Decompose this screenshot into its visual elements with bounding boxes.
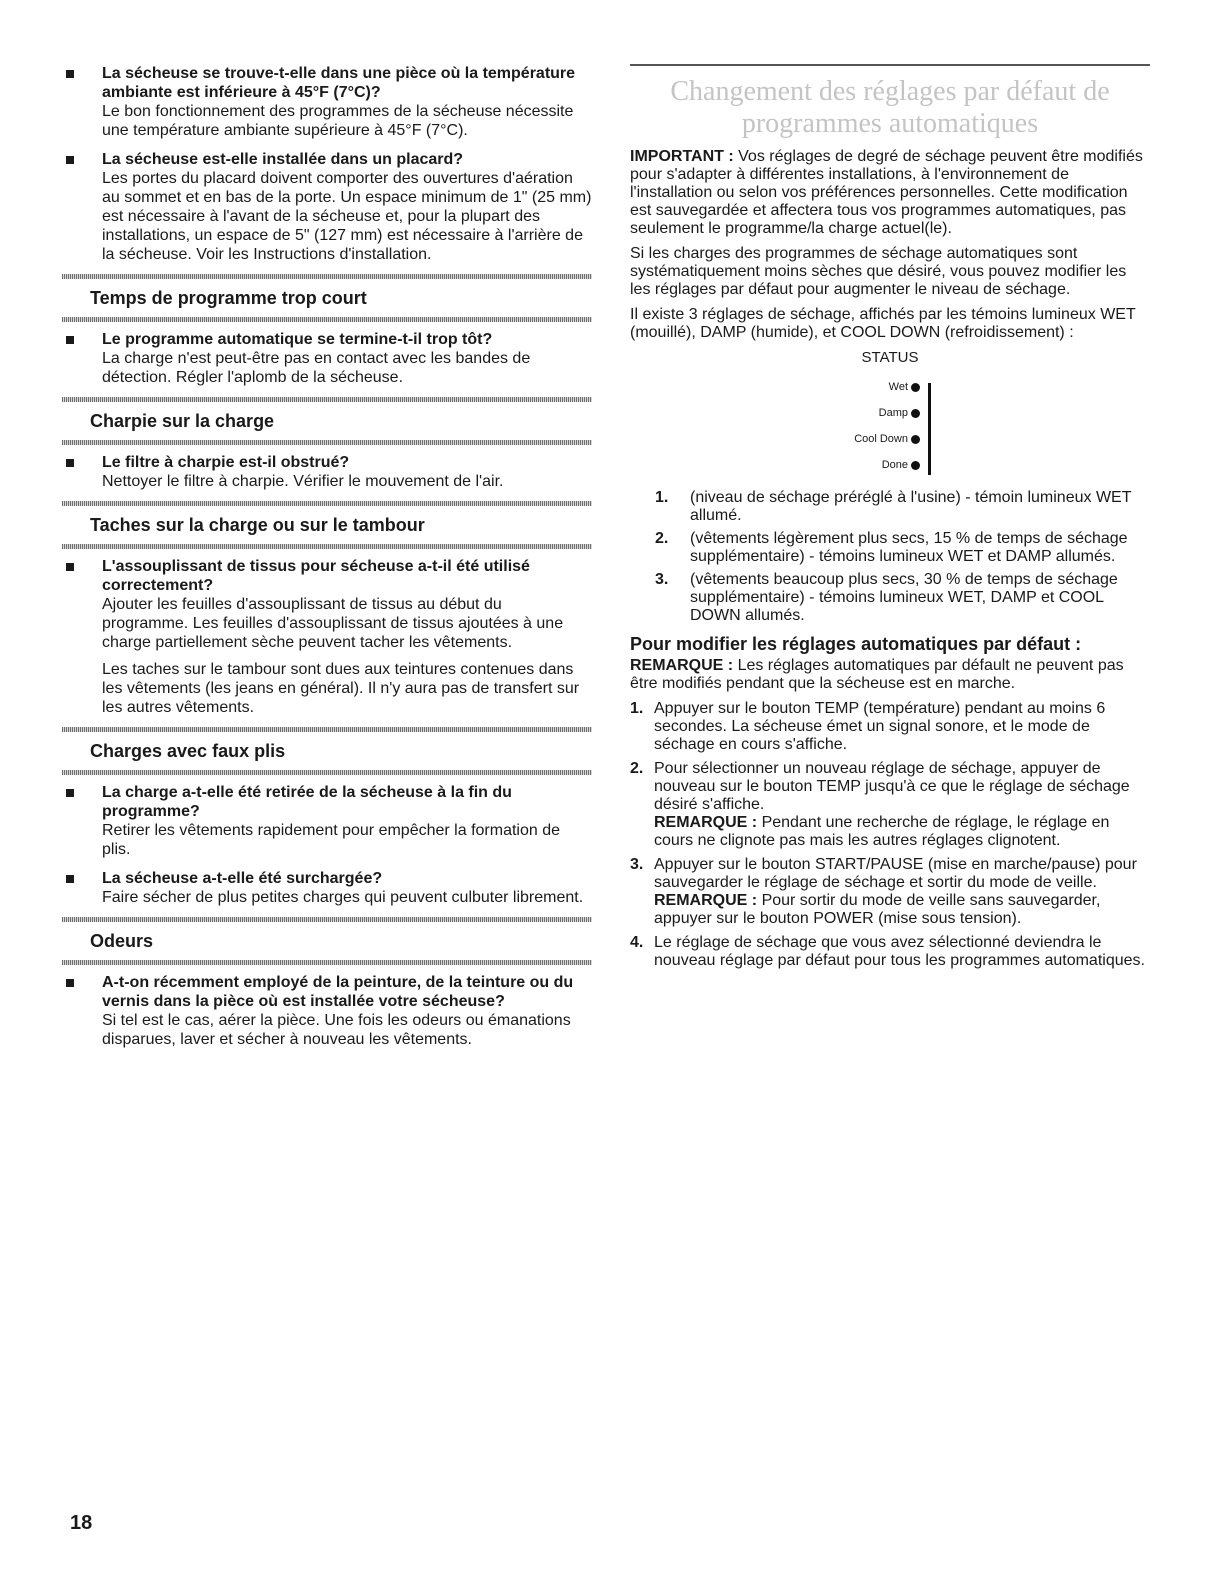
section-divider <box>62 544 592 549</box>
faq-question: La sécheuse a-t-elle été surchargée? <box>102 870 383 887</box>
led-wet <box>820 381 920 393</box>
faq-answer-extra: Les taches sur le tambour sont dues aux teintures contenues dans les vêtements (les jeans en général). Il n'y aura pas de transfert sur les autres vêtements. <box>102 661 580 716</box>
faq-item-temperature <box>62 64 592 140</box>
section-divider <box>62 317 592 322</box>
faq-question: Le filtre à charpie est-il obstrué? <box>102 454 350 471</box>
paragraph: Il existe 3 réglages de séchage, affichés par les témoins lumineux WET (mouillé), DAMP (humide), et COOL DOWN (refroidissement) : <box>630 306 1136 341</box>
list-number: 2. <box>655 530 669 547</box>
faq-answer: Si tel est le cas, aérer la pièce. Une fois les odeurs ou émanations disparues, laver et sécher à nouveau les vêtements. <box>102 1012 571 1048</box>
status-indicator-figure <box>630 349 1150 489</box>
led-label: Wet <box>888 381 908 393</box>
section-odors <box>62 917 592 965</box>
list-item <box>630 530 1150 566</box>
section-divider <box>62 770 592 775</box>
faq-question: La charge a-t-elle été retirée de la sécheuse à la fin du programme? <box>102 784 512 820</box>
faq-question: La sécheuse se trouve-t-elle dans une pièce où la température ambiante est inférieure à 45°F (7°C)? <box>102 65 576 101</box>
faq-question: L'assouplissant de tissus pour sécheuse a-t-il été utilisé correctement? <box>102 558 530 594</box>
note-label: REMARQUE : <box>654 814 758 831</box>
section-short-cycle <box>62 274 592 322</box>
remarque-label: REMARQUE : <box>630 657 734 674</box>
led-dot-icon <box>911 409 920 418</box>
section-heading: Changement des réglages par défaut de programmes automatiques <box>670 76 1110 139</box>
section-title: Taches sur la charge ou sur le tambour <box>90 515 425 535</box>
led-cool-down <box>820 433 920 445</box>
led-label: Cool Down <box>854 433 908 445</box>
square-bullet-icon <box>66 875 74 883</box>
faq-item <box>62 869 592 907</box>
led-damp <box>820 407 920 419</box>
square-bullet-icon <box>66 459 74 467</box>
page-number: 18 <box>70 1512 93 1534</box>
faq-answer: Faire sécher de plus petites charges qui peuvent culbuter librement. <box>102 889 584 906</box>
list-number: 4. <box>630 934 644 951</box>
left-column <box>62 64 592 1059</box>
section-title: Charges avec faux plis <box>90 741 286 761</box>
important-label: IMPORTANT : <box>630 148 734 165</box>
list-item <box>630 934 1150 970</box>
faq-item <box>62 783 592 859</box>
faq-question: La sécheuse est-elle installée dans un placard? <box>102 151 464 168</box>
status-label: STATUS <box>861 349 919 366</box>
list-text: Appuyer sur le bouton TEMP (température) pendant au moins 6 secondes. La sécheuse émet un signal sonore, et le mode de séchage en cours s'affiche. <box>654 700 1106 753</box>
dryness-levels-list <box>630 489 1150 625</box>
led-done <box>820 459 920 471</box>
important-text: Vos réglages de degré de séchage peuvent être modifiés pour s'adapter à différentes installations, à l'environnement de l'installation ou selon vos préférences personnelles. Cette modification est sauvegardée et affectera tous vos programmes automatiques, pas seulement le programme/la charge actuel(le). <box>630 148 1143 237</box>
list-item <box>630 700 1150 754</box>
faq-item-closet <box>62 150 592 264</box>
led-dot-icon <box>911 383 920 392</box>
faq-answer: Le bon fonctionnement des programmes de la sécheuse nécessite une température ambiante supérieure à 45°F (7°C). <box>102 103 574 139</box>
subheading: Pour modifier les réglages automatiques par défaut : <box>630 634 1082 654</box>
steps-list <box>630 700 1150 970</box>
list-number: 1. <box>630 700 644 717</box>
note-label: REMARQUE : <box>654 892 758 909</box>
list-text: (vêtements légèrement plus secs, 15 % de temps de séchage supplémentaire) - témoins lumineux WET et DAMP allumés. <box>690 530 1128 565</box>
faq-question: Le programme automatique se termine-t-il trop tôt? <box>102 331 493 348</box>
square-bullet-icon <box>66 336 74 344</box>
faq-question: A-t-on récemment employé de la peinture, de la teinture ou du vernis dans la pièce où est installée votre sécheuse? <box>102 974 574 1010</box>
section-title: Odeurs <box>90 931 154 951</box>
faq-item <box>62 330 592 387</box>
important-paragraph <box>630 148 1150 238</box>
faq-item <box>62 973 592 1049</box>
section-title: Temps de programme trop court <box>90 288 367 308</box>
list-text: (vêtements beaucoup plus secs, 30 % de temps de séchage supplémentaire) - témoins lumineux WET, DAMP et COOL DOWN allumés. <box>690 571 1118 624</box>
faq-answer: La charge n'est peut-être pas en contact avec les bandes de détection. Régler l'aplomb de la sécheuse. <box>102 350 531 386</box>
right-column <box>630 64 1150 976</box>
list-text: (niveau de séchage préréglé à l'usine) - témoin lumineux WET allumé. <box>690 489 1132 524</box>
section-divider <box>62 960 592 965</box>
section-divider <box>62 440 592 445</box>
led-label: Done <box>881 459 908 471</box>
section-lint <box>62 397 592 445</box>
status-bar <box>928 383 931 475</box>
square-bullet-icon <box>66 979 74 987</box>
remarque-paragraph <box>630 657 1150 693</box>
section-wrinkles <box>62 727 592 775</box>
faq-answer: Ajouter les feuilles d'assouplissant de tissus au début du programme. Les feuilles d'assouplissant de tissus ajoutées à une charge partiellement sèche peuvent tacher les vêtements. <box>102 596 564 651</box>
list-item <box>630 760 1150 850</box>
list-item <box>630 571 1150 625</box>
list-item <box>630 856 1150 928</box>
paragraph: Si les charges des programmes de séchage automatiques sont systématiquement moins sèches que désiré, vous pouvez modifier les les réglages par défaut pour augmenter le niveau de séchage. <box>630 245 1127 298</box>
section-title: Charpie sur la charge <box>90 411 275 431</box>
list-text: Le réglage de séchage que vous avez sélectionné deviendra le nouveau réglage par défaut pour tous les programmes automatiques. <box>654 934 1145 969</box>
faq-item <box>62 557 592 717</box>
list-item <box>630 489 1150 525</box>
list-number: 1. <box>655 489 669 506</box>
list-text: Appuyer sur le bouton START/PAUSE (mise en marche/pause) pour sauvegarder le réglage de séchage et sortir du mode de veille. <box>654 856 1137 891</box>
section-stains <box>62 501 592 549</box>
faq-answer: Nettoyer le filtre à charpie. Vérifier le mouvement de l'air. <box>102 473 504 490</box>
faq-answer: Retirer les vêtements rapidement pour empêcher la formation de plis. <box>102 822 560 858</box>
faq-answer: Les portes du placard doivent comporter des ouvertures d'aération au sommet et en bas de la porte. Un espace minimum de 1" (25 mm) est nécessaire à l'avant de la sécheuse et, pour la plupart des installations, un espace de 5" (127 mm) est nécessaire à l'arrière de la sécheuse. Voir les Instructions d'installation. <box>102 170 592 263</box>
list-number: 3. <box>655 571 669 588</box>
note-text: Pour sortir du mode de veille sans sauvegarder, appuyer sur le bouton POWER (mise sous tension). <box>654 892 1101 927</box>
square-bullet-icon <box>66 789 74 797</box>
led-dot-icon <box>911 435 920 444</box>
top-divider <box>630 64 1150 66</box>
led-dot-icon <box>911 461 920 470</box>
remarque-text: Les réglages automatiques par défault ne peuvent pas être modifiés pendant que la sécheuse est en marche. <box>630 657 1124 692</box>
faq-item <box>62 453 592 491</box>
note-text: Pendant une recherche de réglage, le réglage en cours ne clignote pas mais les autres réglages clignotent. <box>654 814 1110 849</box>
square-bullet-icon <box>66 70 74 78</box>
list-number: 2. <box>630 760 644 777</box>
list-number: 3. <box>630 856 644 873</box>
led-label: Damp <box>878 407 908 419</box>
list-text: Pour sélectionner un nouveau réglage de séchage, appuyer de nouveau sur le bouton TEMP jusqu'à ce que le réglage de séchage désiré s'affiche. <box>654 760 1130 813</box>
square-bullet-icon <box>66 156 74 164</box>
square-bullet-icon <box>66 563 74 571</box>
